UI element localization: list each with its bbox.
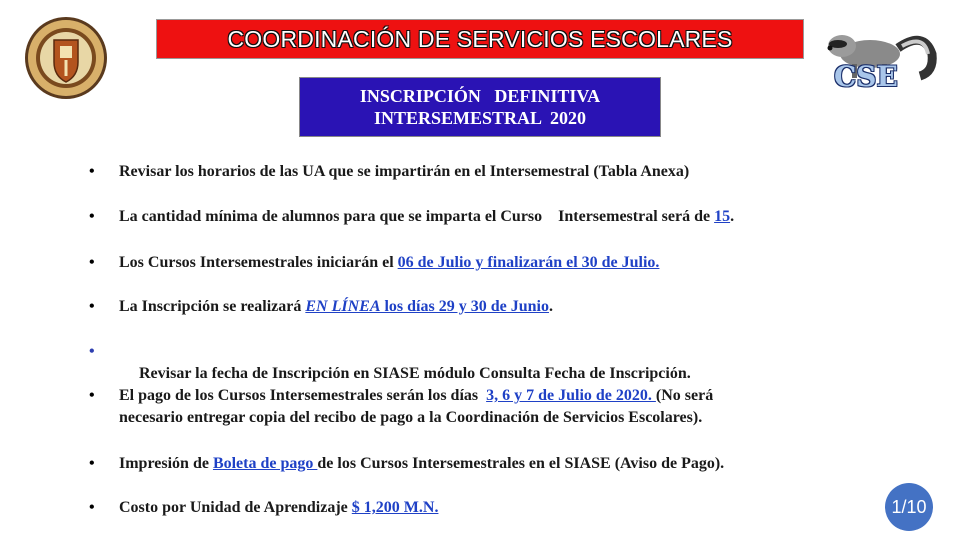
list-item [119, 296, 553, 318]
item-text: . [548, 298, 553, 315]
payment-slip-link[interactable]: Boleta de pago [212, 455, 318, 472]
item-text: de los Cursos Intersemestrales en el SIASE (Aviso de Pago). [317, 455, 725, 472]
list-item [119, 161, 689, 183]
course-dates-link[interactable]: 06 de Julio y finalizarán el 30 de Julio. [397, 254, 660, 271]
list-item-continuation [119, 407, 702, 429]
bullet: • [89, 387, 95, 404]
subtitle-line-2: INTERSEMESTRAL 2020 [373, 108, 587, 128]
bullet: • [89, 298, 95, 315]
subtitle-line-1: INSCRIPCIÓN DEFINITIVA [359, 86, 601, 106]
cse-logo-text: CSE [834, 60, 898, 93]
list-item [119, 453, 724, 475]
bullet: • [89, 254, 95, 271]
list-item [119, 206, 734, 228]
item-text: Los Cursos Intersemestrales iniciarán el [119, 254, 398, 271]
list-item [119, 497, 438, 519]
item-text: Impresión de [119, 455, 213, 472]
item-text: . [730, 208, 735, 225]
bullet: • [89, 499, 95, 516]
payment-dates-link[interactable]: 3, 6 y 7 de Julio de 2020. [486, 387, 656, 404]
item-text: (No será [655, 387, 714, 404]
enrollment-dates-link[interactable]: los días 29 y 30 de Junio [380, 298, 549, 315]
bullet: • [89, 208, 95, 225]
page-indicator [885, 483, 933, 531]
page-indicator-text: 1/10 [891, 496, 927, 517]
list-item [119, 385, 713, 407]
item-text: Revisar los horarios de las UA que se impartirán en el Intersemestral (Tabla Anexa) [119, 163, 690, 180]
item-text: El pago de los Cursos Intersemestrales serán los días [119, 387, 487, 404]
online-link[interactable]: EN LÍNEA [305, 298, 381, 315]
min-students-link[interactable]: 15 [714, 208, 731, 225]
bullet: • [89, 343, 95, 360]
item-text: La cantidad mínima de alumnos para que se imparta el Curso Intersemestral será de [119, 208, 715, 225]
bullet: • [89, 455, 95, 472]
cost-link[interactable]: $ 1,200 M.N. [351, 499, 439, 516]
bullet: • [89, 163, 95, 180]
item-text: necesario entregar copia del recibo de pago a la Coordinación de Servicios Escolares). [119, 409, 703, 426]
item-text: Revisar la fecha de Inscripción en SIASE módulo Consulta Fecha de Inscripción. [135, 365, 691, 382]
item-text: La Inscripción se realizará [119, 298, 306, 315]
list-item [119, 252, 659, 274]
banner-title: COORDINACIÓN DE SERVICIOS ESCOLARES [227, 25, 733, 52]
item-text: Costo por Unidad de Aprendizaje [119, 499, 352, 516]
